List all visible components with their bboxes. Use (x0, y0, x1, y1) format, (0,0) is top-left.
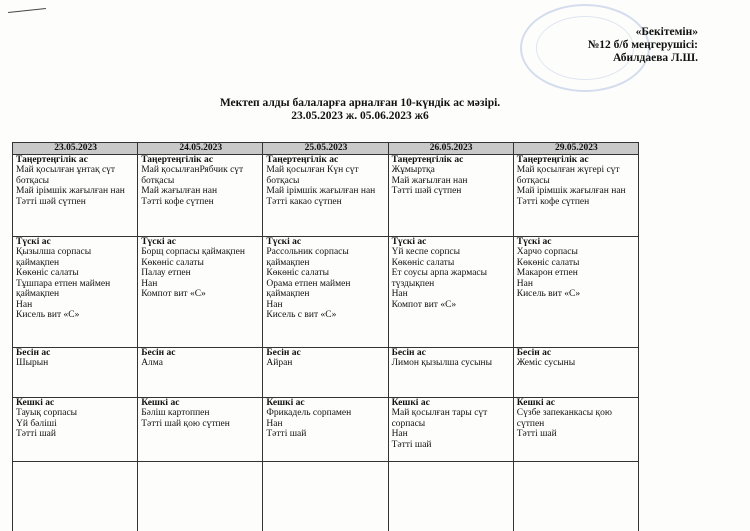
snack-cell (513, 347, 638, 397)
dinner-row (13, 397, 639, 461)
dish-item: Нан (391, 289, 408, 299)
meal-title: Бесін ас (141, 347, 176, 358)
dish-item: Шырын (16, 358, 49, 368)
dish-item: Көкөніс салаты (516, 257, 580, 268)
date-header: 29.05.2023 (513, 143, 638, 155)
lunch-cell (13, 236, 138, 347)
dish-item: Нан (516, 278, 533, 289)
dish-item: Май жағылған нан (141, 186, 218, 196)
dish-item: Май жағылған нан (391, 175, 468, 186)
lunch-cell (138, 236, 263, 347)
dinner-cell (13, 397, 138, 461)
dish-item: Харчо сорпасы (516, 247, 578, 257)
meal-title: Бесін ас (266, 347, 301, 358)
dish-item: Орама етпен маймен қаймақпен (266, 278, 351, 299)
breakfast-cell (13, 154, 138, 236)
dish-item: Көкөніс салаты (391, 257, 455, 268)
snack-cell (138, 347, 263, 397)
dish-item: Май қосылған ұнтақ сүт ботқасы (16, 165, 116, 186)
meal-title: Кешкі ас (391, 397, 430, 408)
blank-cell (513, 461, 638, 531)
dish-item: Тәтті шай (266, 429, 307, 439)
snack-cell (263, 347, 388, 397)
lunch-cell (388, 236, 513, 347)
blank-cell (13, 461, 138, 531)
document-title (150, 97, 570, 123)
dish-item: Лимон қызылша сусыны (391, 358, 492, 368)
dinner-cell (263, 397, 388, 461)
dish-item: Алма (141, 358, 163, 368)
dish-item: Нан (266, 299, 283, 310)
dish-item: Фрикадель сорпамен (266, 408, 352, 418)
approval-block (438, 26, 698, 65)
dish-item: Кисель вит «С» (16, 310, 80, 320)
meal-title: Таңертеңгілік ас (266, 154, 339, 165)
breakfast-cell (513, 154, 638, 236)
meal-title: Таңертеңгілік ас (391, 154, 464, 165)
dish-item: Нан (16, 299, 33, 310)
title-period: 23.05.2023 ж. 05.06.2023 ж6 (291, 110, 429, 122)
blank-cell (388, 461, 513, 531)
dish-item: Ет соусы арпа жармасы түздықпен (391, 268, 488, 289)
dish-item: Сүзбе запеканкасы қою сүтпен (516, 408, 612, 429)
meal-title: Таңертеңгілік ас (516, 154, 589, 165)
dish-item: Көкөніс салаты (16, 268, 79, 278)
dish-item: Тәтті какао сүтпен (266, 196, 342, 207)
dinner-cell (513, 397, 638, 461)
blank-row (13, 461, 639, 531)
dish-item: Үй кеспе сорпсы (391, 247, 461, 257)
snack-cell (388, 347, 513, 397)
dinner-cell (388, 397, 513, 461)
lunch-row (13, 236, 639, 347)
dish-item: Тәтті кофе сүтпен (141, 196, 214, 207)
meal-title: Таңертеңгілік ас (16, 154, 88, 165)
approval-heading: «Бекітемін» (635, 26, 698, 38)
dish-item: Кисель вит «С» (516, 289, 581, 299)
breakfast-cell (263, 154, 388, 236)
dish-item: Нан (266, 418, 283, 429)
dish-item: Кисель с вит «С» (266, 310, 337, 320)
dish-item: Тәтті шай (16, 429, 56, 439)
dish-item: Нан (391, 429, 408, 439)
dish-item: Тәтті шай қою сүтпен (141, 418, 230, 429)
dish-item: Компот вит «С» (141, 289, 206, 299)
dish-item: Тәтті шәй сүтпен (16, 196, 86, 207)
meal-title: Кешкі ас (266, 397, 305, 408)
approval-position: №12 б/б меңгерушісі: (587, 39, 698, 51)
dish-item: Тәтті шай (391, 439, 432, 450)
date-header: 23.05.2023 (13, 143, 138, 155)
dish-item: Бәліш картоппен (141, 408, 210, 418)
breakfast-row (13, 154, 639, 236)
meal-title: Бесін ас (16, 347, 51, 358)
menu-table (12, 142, 639, 531)
dish-item: Жеміс сусыны (516, 358, 576, 368)
dish-item: Макарон етпен (516, 268, 578, 278)
meal-title: Бесін ас (391, 347, 426, 358)
dish-item: Рассольник сорпасы қаймақпен (266, 247, 349, 268)
dish-item: Қызылша сорпасы қаймақпен (16, 247, 92, 268)
meal-title: Түскі ас (141, 236, 176, 247)
meal-title: Түскі ас (266, 236, 302, 247)
dish-item: Тұшпара етпен маймен қаймақпен (16, 278, 111, 299)
dish-item: Тәтті шай (516, 429, 557, 439)
date-header: 24.05.2023 (138, 143, 263, 155)
dish-item: Май қосылған жүгері сүт ботқасы (516, 165, 620, 186)
breakfast-cell (388, 154, 513, 236)
dish-item: Тауық сорпасы (16, 408, 78, 418)
dish-item: Май ірімшік жағылған нан (266, 186, 376, 196)
dish-item: Айран (266, 358, 293, 368)
date-header: 25.05.2023 (263, 143, 388, 155)
dish-item: Нан (141, 278, 158, 289)
dish-item: Тәтті кофе сүтпен (516, 196, 590, 207)
title-main: Мектеп алды балаларға арналған 10-күндік ас мәзірі. (219, 97, 501, 109)
dish-item: Көкөніс салаты (266, 268, 330, 278)
meal-title: Кешкі ас (141, 397, 180, 408)
dish-item: Компот вит «С» (391, 299, 457, 310)
meal-title: Кешкі ас (516, 397, 555, 408)
meal-title: Бесін ас (516, 347, 552, 358)
blank-cell (263, 461, 388, 531)
dinner-cell (138, 397, 263, 461)
dish-item: Май қосылғанРябчик сүт ботқасы (141, 165, 244, 186)
dish-item: Май ірімшік жағылған нан (516, 186, 626, 196)
corner-mark (8, 8, 46, 13)
dish-item: Көкөніс салаты (141, 257, 204, 268)
dish-item: Палау етпен (141, 268, 191, 278)
meal-title: Кешкі ас (16, 397, 55, 408)
meal-title: Түскі ас (516, 236, 552, 247)
dish-item: Май ірімшік жағылған нан (16, 186, 125, 196)
blank-cell (138, 461, 263, 531)
lunch-cell (263, 236, 388, 347)
dish-item: Үй бәліші (16, 418, 57, 429)
approval-signatory: Абилдаева Л.Ш. (612, 52, 698, 64)
snack-row (13, 347, 639, 397)
meal-title: Таңертеңгілік ас (141, 154, 213, 165)
dish-item: Тәтті шәй сүтпен (391, 186, 462, 196)
breakfast-cell (138, 154, 263, 236)
dish-item: Жұмыртқа (391, 165, 435, 175)
date-header: 26.05.2023 (388, 143, 513, 155)
date-header-row (13, 143, 639, 155)
snack-cell (13, 347, 138, 397)
dish-item: Борщ сорпасы қаймақпен (141, 247, 245, 257)
lunch-cell (513, 236, 638, 347)
meal-title: Түскі ас (16, 236, 51, 247)
meal-title: Түскі ас (391, 236, 427, 247)
dish-item: Май қосылған тары сүт сорпасы (391, 408, 488, 429)
dish-item: Май қосылған Күн сүт ботқасы (266, 165, 359, 186)
